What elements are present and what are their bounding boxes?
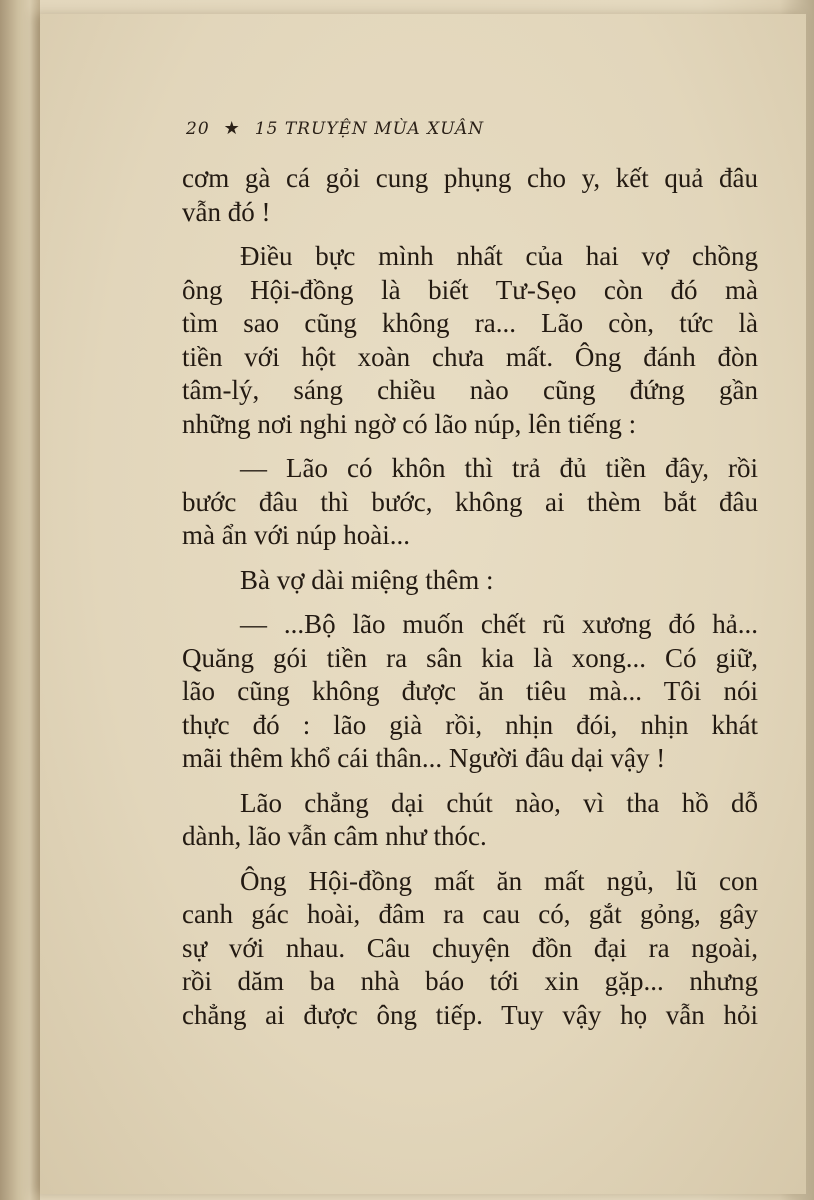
book-spine-edge bbox=[0, 0, 40, 1200]
text-line: sự với nhau. Câu chuyện đồn đại ra ngoài, bbox=[182, 932, 758, 963]
text-line: dành, lão vẫn câm như thóc. bbox=[182, 821, 487, 851]
book-title: 15 TRUYỆN MÙA XUÂN bbox=[254, 119, 485, 139]
text-line: ông Hội-đồng là biết Tư-Sẹo còn đó mà bbox=[182, 274, 758, 305]
paragraph-gap bbox=[182, 776, 758, 787]
text-line: canh gác hoài, đâm ra cau có, gắt gỏng, gây bbox=[182, 899, 758, 929]
text-line: cơm gà cá gỏi cung phụng cho y, kết quả đâu bbox=[182, 163, 758, 193]
body-text bbox=[182, 162, 758, 1032]
paragraph-gap bbox=[182, 597, 758, 608]
text-line: bước đâu thì bước, không ai thèm bắt đâu bbox=[182, 486, 758, 517]
paragraph-gap bbox=[182, 441, 758, 452]
text-line: tìm sao cũng không ra... Lão còn, tức là bbox=[182, 308, 758, 338]
running-head bbox=[186, 118, 484, 139]
text-line: Điều bực mình nhất của hai vợ chồng bbox=[240, 241, 758, 271]
text-line: — ...Bộ lão muốn chết rũ xương đó hả... bbox=[240, 609, 758, 639]
text-line: Quăng gói tiền ra sân kia là xong... Có giữ, bbox=[182, 642, 758, 673]
text-line: vẫn đó ! bbox=[182, 196, 271, 227]
text-line: thực đó : lão già rồi, nhịn đói, nhịn khát bbox=[182, 709, 758, 740]
text-line: Bà vợ dài miệng thêm : bbox=[240, 564, 494, 595]
text-line: Ông Hội-đồng mất ăn mất ngủ, lũ con bbox=[240, 865, 758, 896]
text-line: những nơi nghi ngờ có lão núp, lên tiếng : bbox=[182, 408, 637, 439]
star-ornament: ★ bbox=[223, 118, 241, 139]
text-line: chẳng ai được ông tiếp. Tuy vậy họ vẫn hỏi bbox=[182, 999, 758, 1030]
text-line: rồi dăm ba nhà báo tới xin gặp... nhưng bbox=[182, 966, 758, 996]
page-number: 20 bbox=[186, 119, 210, 139]
text-line: — Lão có khôn thì trả đủ tiền đây, rồi bbox=[240, 453, 758, 483]
paragraph-gap bbox=[182, 854, 758, 865]
paragraph-gap bbox=[182, 229, 758, 240]
text-line: lão cũng không được ăn tiêu mà... Tôi nói bbox=[182, 676, 758, 706]
text-line: Lão chẳng dại chút nào, vì tha hồ dỗ bbox=[240, 787, 758, 818]
text-line: tâm-lý, sáng chiều nào cũng đứng gần bbox=[182, 375, 758, 405]
paragraph-gap bbox=[182, 553, 758, 564]
text-line: tiền với hột xoàn chưa mất. Ông đánh đòn bbox=[182, 341, 758, 372]
text-line: mà ẩn với núp hoài... bbox=[182, 520, 410, 550]
text-line: mãi thêm khổ cái thân... Người đâu dại vậy ! bbox=[182, 743, 666, 773]
